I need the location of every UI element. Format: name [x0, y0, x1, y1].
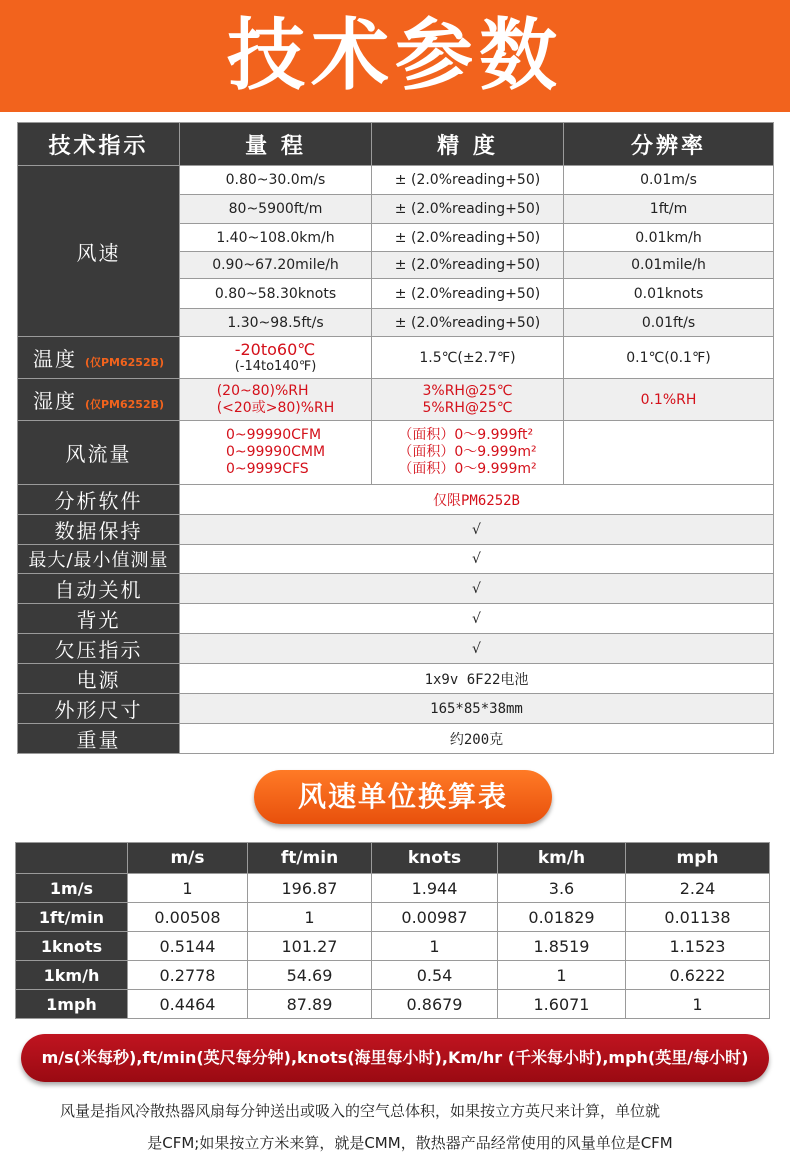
spec-header-range: 量 程 — [180, 123, 372, 166]
wind-range: 0.80~30.0m/s — [180, 166, 372, 195]
airflow-footnote — [30, 1095, 770, 1159]
feature-label: 电源 — [18, 664, 180, 694]
humidity-range-extreme: (<20或>80)%RH — [216, 399, 335, 416]
airflow-range-cfs: 0~9999CFS — [225, 461, 309, 477]
humidity-accuracy — [372, 379, 564, 421]
feature-check: √ — [180, 604, 774, 634]
wind-speed-row — [18, 166, 774, 195]
conversion-value: 0.00987 — [372, 903, 498, 932]
conversion-header: m/s — [128, 843, 248, 874]
footnote-line: 风量是指风冷散热器风扇每分钟送出或吸入的空气总体积，如果按立方英尺来计算，单位就 — [60, 1102, 661, 1120]
feature-row — [18, 634, 774, 664]
conversion-value: 0.8679 — [372, 990, 498, 1019]
feature-label: 欠压指示 — [18, 634, 180, 664]
temperature-row — [18, 337, 774, 379]
conversion-value: 0.01138 — [626, 903, 770, 932]
feature-row — [18, 694, 774, 724]
feature-label: 背光 — [18, 604, 180, 634]
conversion-value: 1.944 — [372, 874, 498, 903]
conversion-value: 0.2778 — [128, 961, 248, 990]
conversion-title-pill — [254, 770, 552, 824]
conversion-value: 1 — [372, 932, 498, 961]
feature-row — [18, 545, 774, 574]
airflow-range-cfm: 0~99990CFM — [225, 427, 322, 443]
conversion-value: 101.27 — [248, 932, 372, 961]
spec-header-resolution: 分辨率 — [564, 123, 774, 166]
conversion-value: 0.4464 — [128, 990, 248, 1019]
airflow-resolution — [564, 421, 774, 485]
wind-range: 0.90~67.20mile/h — [180, 252, 372, 279]
wind-range: 0.80~58.30knots — [180, 279, 372, 309]
temperature-range — [180, 337, 372, 379]
feature-value: 仅限PM6252B — [180, 485, 774, 515]
feature-value: 约200克 — [180, 724, 774, 754]
wind-accuracy: ± (2.0%reading+50) — [372, 195, 564, 224]
airflow-range-cmm: 0~99990CMM — [225, 444, 326, 460]
feature-row — [18, 604, 774, 634]
wind-range: 80~5900ft/m — [180, 195, 372, 224]
title-banner — [0, 0, 790, 112]
temperature-resolution: 0.1℃(0.1℉) — [564, 337, 774, 379]
conversion-row-label: 1km/h — [16, 961, 128, 990]
feature-row — [18, 574, 774, 604]
temperature-label-text: 温度 — [32, 347, 77, 371]
conversion-title-badge — [236, 760, 570, 830]
humidity-accuracy-normal: 3%RH@25℃ — [422, 382, 513, 399]
page-title: 技术参数 — [226, 11, 563, 101]
feature-value: 1x9v 6F22电池 — [180, 664, 774, 694]
conversion-header: km/h — [498, 843, 626, 874]
conversion-value: 0.54 — [372, 961, 498, 990]
conversion-value: 1.6071 — [498, 990, 626, 1019]
wind-accuracy: ± (2.0%reading+50) — [372, 166, 564, 195]
conversion-header-row — [16, 843, 770, 874]
conversion-row-label: 1mph — [16, 990, 128, 1019]
wind-resolution: 0.01m/s — [564, 166, 774, 195]
feature-label: 分析软件 — [18, 485, 180, 515]
wind-accuracy: ± (2.0%reading+50) — [372, 224, 564, 252]
conversion-value: 1.8519 — [498, 932, 626, 961]
conversion-value: 1 — [248, 903, 372, 932]
wind-speed-label: 风速 — [18, 166, 180, 337]
spec-header-indicator: 技术指示 — [18, 123, 180, 166]
footnote-line: 是CFM;如果按立方米来算，就是CMM，散热器产品经常使用的风量单位是CFM — [147, 1134, 673, 1152]
conversion-header: knots — [372, 843, 498, 874]
conversion-value: 1 — [626, 990, 770, 1019]
airflow-range — [180, 421, 372, 485]
wind-range: 1.40~108.0km/h — [180, 224, 372, 252]
feature-row — [18, 485, 774, 515]
feature-row — [18, 515, 774, 545]
feature-value: 165*85*38mm — [180, 694, 774, 724]
temperature-note: (仅PM6252B) — [84, 356, 165, 369]
conversion-value: 0.00508 — [128, 903, 248, 932]
humidity-resolution: 0.1%RH — [564, 379, 774, 421]
conversion-header-corner — [16, 843, 128, 874]
spec-header-accuracy: 精 度 — [372, 123, 564, 166]
conversion-row-label: 1m/s — [16, 874, 128, 903]
conversion-header: mph — [626, 843, 770, 874]
feature-row — [18, 724, 774, 754]
conversion-value: 3.6 — [498, 874, 626, 903]
conversion-value: 0.01829 — [498, 903, 626, 932]
conversion-row — [16, 961, 770, 990]
airflow-accuracy — [372, 421, 564, 485]
conversion-value: 1 — [498, 961, 626, 990]
airflow-label: 风流量 — [18, 421, 180, 485]
airflow-area-m: （面积）0～9.999m² — [398, 444, 537, 460]
conversion-row — [16, 990, 770, 1019]
conversion-value: 2.24 — [626, 874, 770, 903]
feature-label: 重量 — [18, 724, 180, 754]
conversion-value: 54.69 — [248, 961, 372, 990]
conversion-header: ft/min — [248, 843, 372, 874]
spec-table — [17, 122, 774, 754]
conversion-row — [16, 903, 770, 932]
humidity-row — [18, 379, 774, 421]
airflow-area-ft: （面积）0～9.999ft² — [398, 427, 534, 443]
conversion-table — [15, 842, 770, 1019]
feature-label: 数据保持 — [18, 515, 180, 545]
conversion-value: 1 — [128, 874, 248, 903]
wind-resolution: 0.01ft/s — [564, 309, 774, 337]
feature-row — [18, 664, 774, 694]
conversion-value: 0.6222 — [626, 961, 770, 990]
conversion-row — [16, 874, 770, 903]
feature-check: √ — [180, 574, 774, 604]
feature-label: 自动关机 — [18, 574, 180, 604]
wind-resolution: 0.01mile/h — [564, 252, 774, 279]
humidity-label-text: 湿度 — [32, 389, 77, 413]
humidity-note: (仅PM6252B) — [84, 398, 165, 411]
wind-resolution: 0.01km/h — [564, 224, 774, 252]
conversion-row — [16, 932, 770, 961]
humidity-range-normal: (20~80)%RH — [216, 382, 309, 399]
feature-check: √ — [180, 545, 774, 574]
conversion-row-label: 1knots — [16, 932, 128, 961]
humidity-label — [18, 379, 180, 421]
wind-accuracy: ± (2.0%reading+50) — [372, 309, 564, 337]
spec-header-row — [18, 123, 774, 166]
temperature-label — [18, 337, 180, 379]
wind-resolution: 1ft/m — [564, 195, 774, 224]
feature-check: √ — [180, 634, 774, 664]
airflow-area-m: （面积）0～9.999m² — [398, 461, 537, 477]
conversion-value: 1.1523 — [626, 932, 770, 961]
wind-range: 1.30~98.5ft/s — [180, 309, 372, 337]
feature-label: 最大/最小值测量 — [18, 545, 180, 574]
conversion-value: 87.89 — [248, 990, 372, 1019]
conversion-row-label: 1ft/min — [16, 903, 128, 932]
humidity-accuracy-extreme: 5%RH@25℃ — [422, 399, 513, 416]
feature-label: 外形尺寸 — [18, 694, 180, 724]
conversion-title: 风速单位换算表 — [297, 780, 508, 813]
temperature-range-f: (-14to140℉) — [234, 358, 317, 374]
humidity-range — [180, 379, 372, 421]
temperature-range-c: -20to60℃ — [234, 339, 316, 359]
conversion-value: 0.5144 — [128, 932, 248, 961]
feature-check: √ — [180, 515, 774, 545]
units-legend: m/s(米每秒),ft/min(英尺每分钟),knots(海里每小时),Km/hr (千米每小时),mph(英里/每小时) — [41, 1048, 749, 1067]
conversion-value: 196.87 — [248, 874, 372, 903]
wind-accuracy: ± (2.0%reading+50) — [372, 279, 564, 309]
wind-accuracy: ± (2.0%reading+50) — [372, 252, 564, 279]
wind-resolution: 0.01knots — [564, 279, 774, 309]
units-legend-band — [21, 1034, 769, 1082]
airflow-row — [18, 421, 774, 485]
temperature-accuracy: 1.5℃(±2.7℉) — [372, 337, 564, 379]
